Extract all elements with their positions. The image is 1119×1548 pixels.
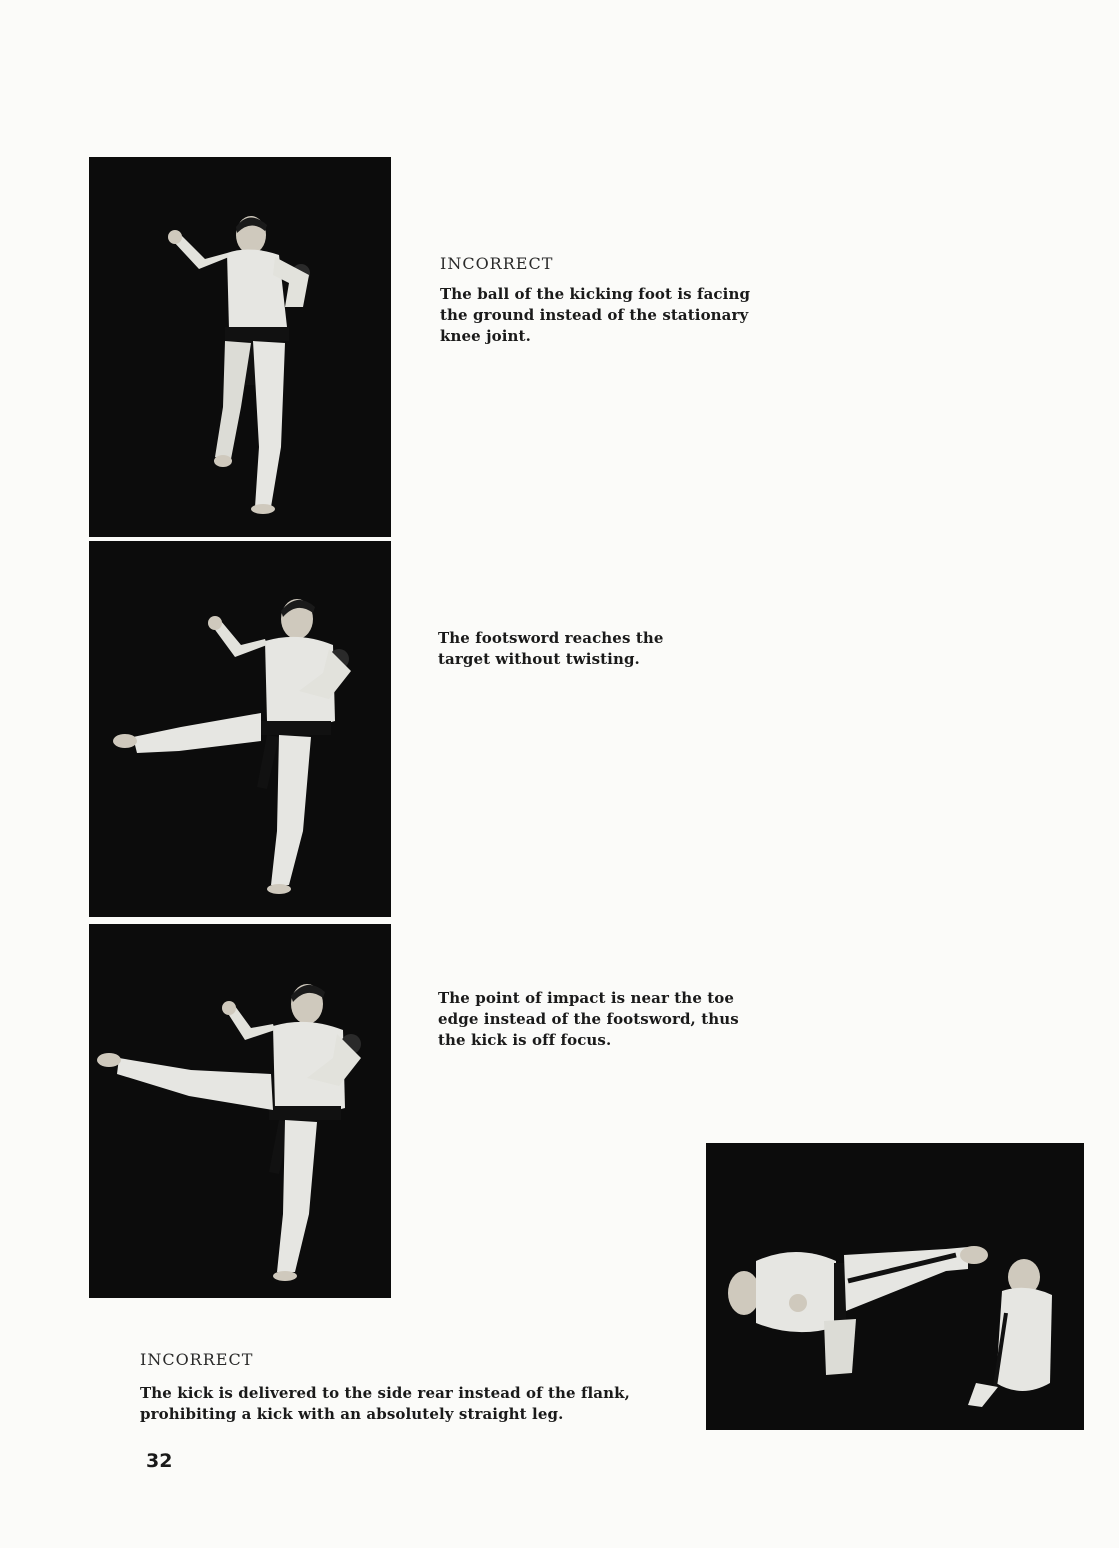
caption-line: The footsword reaches the <box>438 629 664 647</box>
photo-footsword-kick <box>89 541 391 917</box>
incorrect-heading-1: INCORRECT <box>440 254 554 273</box>
photo-toe-edge-kick <box>89 924 391 1298</box>
martial-artist-figure-3 <box>89 924 391 1298</box>
page-number: 32 <box>146 1450 173 1472</box>
photo-side-rear-kick <box>706 1143 1084 1430</box>
caption-line: prohibiting a kick with an absolutely straight leg. <box>140 1405 564 1423</box>
photo-chambered-kick <box>89 157 391 537</box>
caption-line: the kick is off focus. <box>438 1031 612 1049</box>
caption-ball-of-foot <box>440 284 790 347</box>
martial-artist-figure-1 <box>89 157 391 537</box>
caption-line: The ball of the kicking foot is facing <box>440 285 751 303</box>
caption-line: The kick is delivered to the side rear instead of the flank, <box>140 1384 630 1402</box>
caption-line: The point of impact is near the toe <box>438 989 735 1007</box>
caption-side-rear <box>140 1383 710 1425</box>
caption-line: knee joint. <box>440 327 531 345</box>
caption-toe-edge <box>438 988 788 1051</box>
caption-line: target without twisting. <box>438 650 640 668</box>
caption-line: edge instead of the footsword, thus <box>438 1010 739 1028</box>
incorrect-heading-2: INCORRECT <box>140 1350 254 1369</box>
caption-footsword <box>438 628 738 670</box>
two-figures-overhead <box>706 1143 1084 1430</box>
caption-line: the ground instead of the stationary <box>440 306 749 324</box>
martial-artist-figure-2 <box>89 541 391 917</box>
